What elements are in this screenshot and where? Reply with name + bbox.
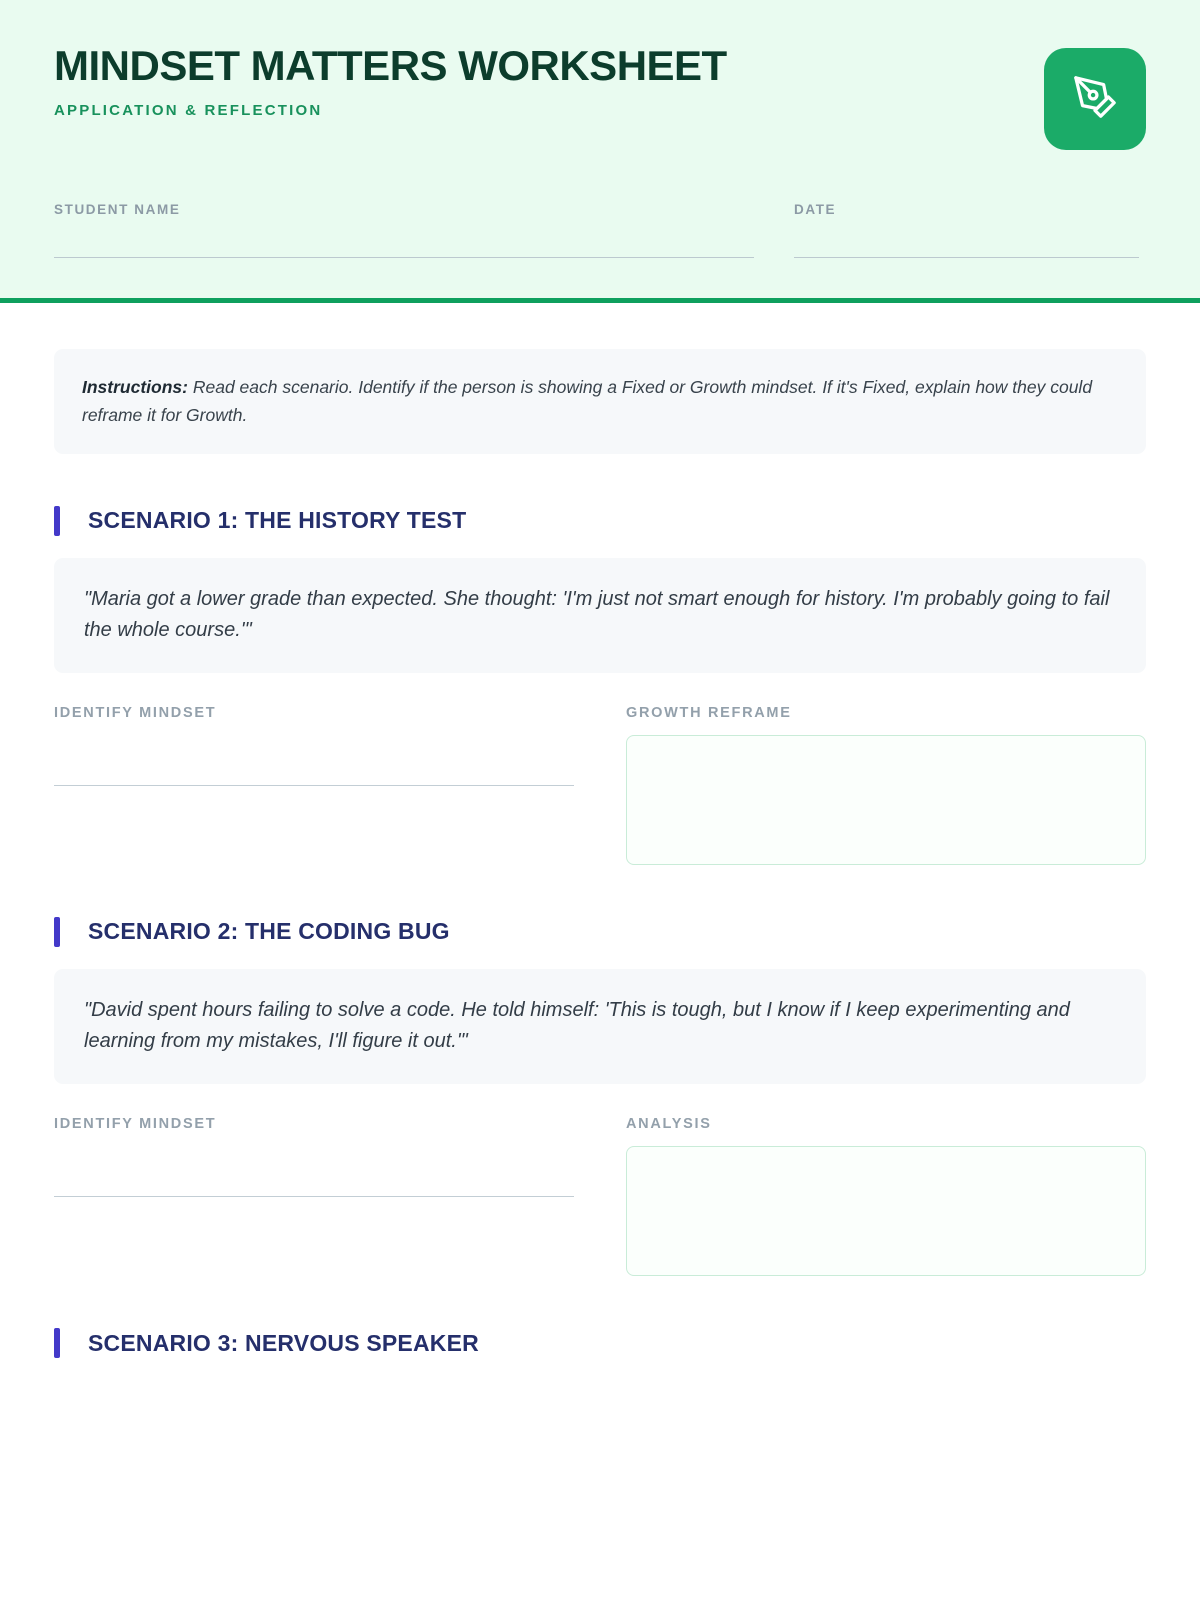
scenario-2-identify-group	[54, 1116, 574, 1276]
instructions-box	[54, 349, 1146, 454]
scenario-1-quote: "Maria got a lower grade than expected. She thought: 'I'm just not smart enough for history. I'm probably going to fail the whole course.'"	[54, 558, 1146, 673]
date-label: DATE	[794, 202, 837, 217]
scenario-1-title: SCENARIO 1: THE HISTORY TEST	[88, 507, 467, 534]
date-input-line[interactable]	[794, 257, 1139, 258]
scenario-2-title: SCENARIO 2: THE CODING BUG	[88, 918, 450, 945]
scenario-2-heading	[54, 917, 1146, 947]
scenario-2-analysis-label: ANALYSIS	[626, 1116, 712, 1133]
scenario-1-reframe-group	[626, 705, 1146, 865]
scenario-1-reframe-textarea[interactable]	[626, 735, 1146, 865]
instructions-lead: Instructions:	[82, 377, 188, 397]
scenario-accent-bar	[54, 1328, 60, 1358]
scenario-accent-bar	[54, 506, 60, 536]
scenario-2-analysis-textarea[interactable]	[626, 1146, 1146, 1276]
page-title: MINDSET MATTERS WORKSHEET	[54, 42, 727, 89]
scenario-2-analysis-group	[626, 1116, 1146, 1276]
worksheet-header	[0, 0, 1200, 303]
instructions-text: Read each scenario. Identify if the person is showing a Fixed or Growth mindset. If it's Fixed, explain how they could reframe it for Growth.	[82, 377, 1093, 426]
scenario-1-reframe-label: GROWTH REFRAME	[626, 704, 792, 721]
scenario-2-quote: "David spent hours failing to solve a code. He told himself: 'This is tough, but I know if I keep experimenting and learning from my mistakes, I'll figure it out.'"	[54, 969, 1146, 1084]
worksheet-body	[0, 303, 1200, 1358]
student-name-input-line[interactable]	[54, 257, 754, 258]
scenario-1-identify-group	[54, 705, 574, 865]
page-subtitle: APPLICATION & REFLECTION	[54, 102, 323, 120]
header-titles	[54, 44, 727, 119]
scenario-3-title: SCENARIO 3: NERVOUS SPEAKER	[88, 1329, 479, 1356]
date-field[interactable]	[794, 202, 1139, 258]
scenario-1-identify-input-line[interactable]	[54, 785, 574, 786]
student-name-label: STUDENT NAME	[54, 202, 181, 217]
header-top-row	[54, 44, 1146, 150]
scenario-2-identify-input-line[interactable]	[54, 1196, 574, 1197]
scenario-1-answers	[54, 705, 1146, 865]
scenario-1-identify-label: IDENTIFY MINDSET	[54, 704, 217, 721]
scenario-accent-bar	[54, 917, 60, 947]
student-name-field[interactable]	[54, 202, 754, 258]
scenario-2-identify-label: IDENTIFY MINDSET	[54, 1116, 217, 1133]
scenario-3-heading	[54, 1328, 1146, 1358]
pen-nib-icon	[1072, 74, 1118, 125]
logo-badge	[1044, 48, 1146, 150]
scenario-1-heading	[54, 506, 1146, 536]
scenario-2-answers	[54, 1116, 1146, 1276]
header-fields	[54, 202, 1146, 258]
